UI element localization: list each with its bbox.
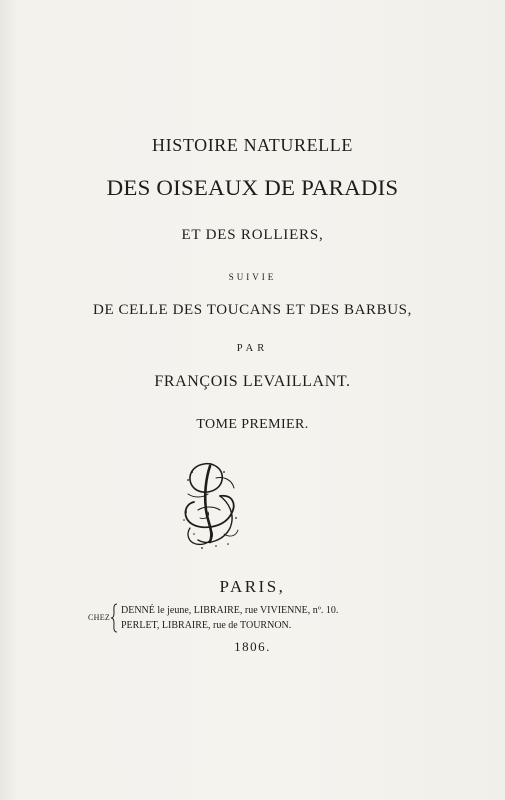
volume-label: TOME PREMIER. [196,417,309,432]
author-name: FRANÇOIS LEVAILLANT. [154,373,351,390]
monogram-icon [180,458,242,550]
imprint-city: PARIS, [219,577,286,596]
title-suivie: SUIVIE [228,272,277,282]
title-line-5: DE CELLE DES TOUCANS ET DES BARBUS, [93,302,412,318]
imprint-chez: CHEZ [88,613,111,622]
curly-brace-icon [110,603,118,633]
title-par: PAR [236,343,269,354]
title-line-3: ET DES ROLLIERS, [181,227,324,243]
title-main: DES OISEAUX DE PARADIS [106,175,399,200]
imprint-block [88,604,388,636]
title-line-1: HISTOIRE NATURELLE [152,135,353,155]
publisher-line-2: PERLET, LIBRAIRE, rue de TOURNON. [121,620,292,631]
imprint-year: 1806. [234,639,271,654]
publisher-line-1: DENNÉ le jeune, LIBRAIRE, rue VIVIENNE, nº. 10. [121,605,339,616]
